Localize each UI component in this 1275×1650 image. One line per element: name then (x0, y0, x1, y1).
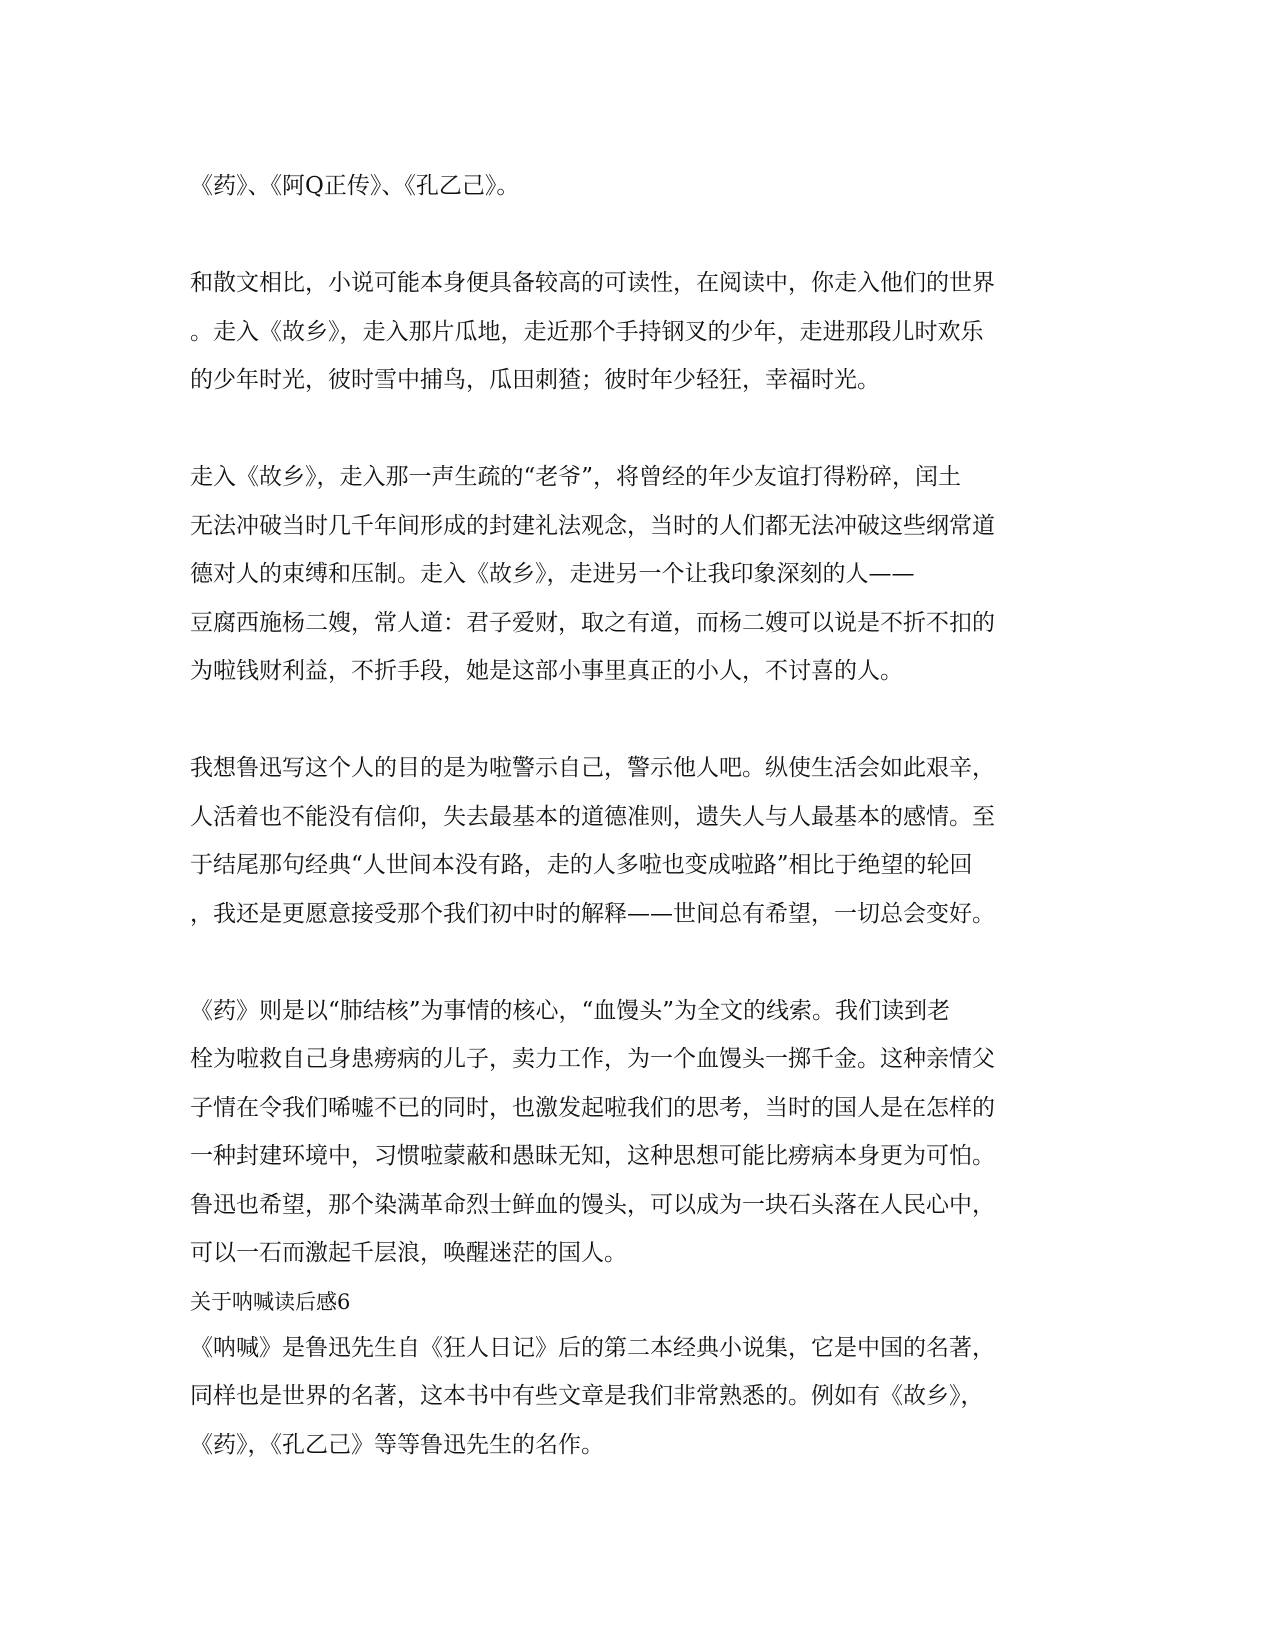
paragraph-1 (190, 162, 1070, 211)
paragraph-3 (190, 453, 1070, 696)
paragraph-gap (190, 696, 1070, 745)
paragraph-4 (190, 744, 1070, 938)
text-line: 和散文相比，小说可能本身便具备较高的可读性，在阅读中，你走入他们的世界 (190, 270, 995, 296)
document-body (190, 162, 1070, 1469)
text-line: 无法冲破当时几千年间形成的封建礼法观念，当时的人们都无法冲破这些纲常道 (190, 512, 995, 539)
text-line: 。走入《故乡》，走入那片瓜地，走近那个手持钢叉的少年，走进那段儿时欢乐 (190, 318, 984, 345)
text-line: 走入《故乡》，走入那一声生疏的“老爷”，将曾经的年少友谊打得粉碎，闰土 (190, 464, 962, 490)
text-line: 人活着也不能没有信仰，失去最基本的道德准则，遗失人与人最基本的感情。至 (190, 803, 995, 830)
paragraph-gap (190, 938, 1070, 987)
text-line: 豆腐西施杨二嫂，常人道：君子爱财，取之有道，而杨二嫂可以说是不折不扣的 (190, 609, 995, 636)
text-line: 于结尾那句经典“人世间本没有路，走的人多啦也变成啦路”相比于绝望的轮回 (190, 852, 973, 878)
text-line: 子情在令我们唏嘘不已的同时，也激发起啦我们的思考，当时的国人是在怎样的 (190, 1094, 995, 1121)
text-line: 同样也是世界的名著，这本书中有些文章是我们非常熟悉的。例如有《故乡》， (190, 1383, 984, 1409)
text-line: 《药》则是以“肺结核”为事情的核心，“血馒头”为全文的线索。我们读到老 (190, 997, 951, 1024)
text-line: 为啦钱财利益，不折手段，她是这部小事里真正的小人，不讨喜的人。 (190, 658, 903, 684)
final-paragraph (190, 1324, 1070, 1470)
text-line: 的少年时光，彼时雪中捕鸟，瓜田刺猹；彼时年少轻狂，幸福时光。 (190, 367, 880, 393)
text-line: 可以一石而激起千层浪，唤醒迷茫的国人。 (190, 1240, 627, 1266)
text-line: 《药》、《阿Q正传》、《孔乙己》。 (190, 173, 520, 199)
text-line: 鲁迅也希望，那个染满革命烈士鲜血的馒头，可以成为一块石头落在人民心中， (190, 1191, 995, 1218)
text-line: ，我还是更愿意接受那个我们初中时的解释——世间总有希望，一切总会变好。 (190, 900, 995, 927)
section-heading: 关于呐喊读后感6 (190, 1289, 351, 1314)
text-line: 我想鲁迅写这个人的目的是为啦警示自己，警示他人吧。纵使生活会如此艰辛， (190, 755, 995, 781)
paragraph-gap (190, 405, 1070, 454)
text-line: 《药》，《孔乙己》等等鲁迅先生的名作。 (190, 1431, 604, 1458)
text-line: 《呐喊》是鲁迅先生自《狂人日记》后的第二本经典小说集，它是中国的名著， (190, 1334, 995, 1361)
text-line: 德对人的束缚和压制。走入《故乡》，走进另一个让我印象深刻的人—— (190, 561, 915, 587)
text-line: 一种封建环境中，习惯啦蒙蔽和愚昧无知，这种思想可能比痨病本身更为可怕。 (190, 1143, 995, 1169)
paragraph-2 (190, 259, 1070, 405)
text-line: 栓为啦救自己身患痨病的儿子，卖力工作，为一个血馒头一掷千金。这种亲情父 (190, 1046, 995, 1072)
paragraph-5 (190, 987, 1070, 1278)
paragraph-gap (190, 211, 1070, 260)
